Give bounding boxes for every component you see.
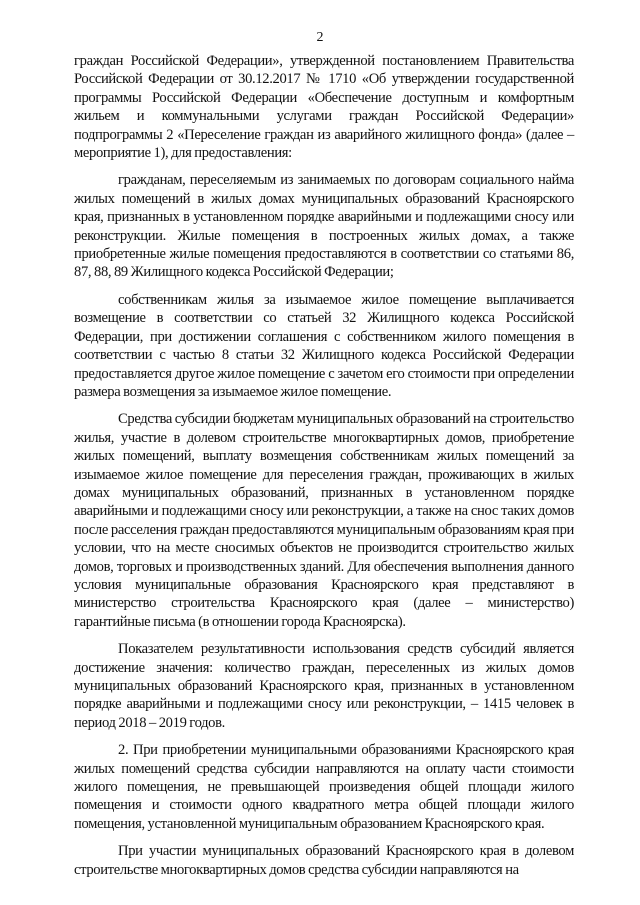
paragraph-shared-construction: При участии муниципальных образований Красноярского края в долевом строительстве многоквартирных домов средства субсидии направляются на [74, 843, 574, 878]
paragraph-purchase-rule: 2. При приобретении муниципальными образованиями Красноярского края жилых помещений средства субсидии направляются на оплату части стоимости жилого помещения, не превышающей произведения общей площади жилого помещения и стоимости одного квадратного метра общей площади жилого помещения, установленной муниципальным образованием Красноярского края. [74, 742, 574, 832]
page-number: 2 [316, 30, 324, 45]
paragraph-subsidy-conditions: Средства субсидии бюджетам муниципальных образований на строительство жилья, участие в долевом строительстве многоквартирных домов, приобретение жилых помещений, выплату возмещения собственникам жилых помещений за изымаемое жилое помещение для переселения граждан, проживающих в жилых домах муниципальных образований, признанных в установленном порядке аварийными и подлежащими сносу или реконструкции, а также на снос таких домов после расселения граждан предоставляются муниципальным образованиям края при условии, что на месте сносимых объектов не производится строительство жилых домов, торговых и производственных зданий. Для обеспечения выполнения данного условия муниципальные образования Красноярского края представляют в министерство строительства Красноярского края (далее – министерство) гарантийные письма (в отношении города Красноярска). [74, 411, 574, 630]
document-body [74, 52, 574, 879]
paragraph-program-reference: граждан Российской Федерации», утвержденной постановлением Правительства Российской Федерации от 30.12.2017 № 1710 «Об утверждении государственной программы Российской Федерации «Обеспечение доступным и комфортным жильем и коммунальными услугами граждан Российской Федерации» подпрограммы 2 «Переселение граждан из аварийного жилищного фонда» (далее – мероприятие 1), для предоставления: [74, 53, 574, 162]
paragraph-owners-compensation: собственникам жилья за изымаемое жилое помещение выплачивается возмещение в соответствии со статьей 32 Жилищного кодекса Российской Федерации, при достижении соглашения с собственником жилого помещения в соответствии с частью 8 статьи 32 Жилищного кодекса Российской Федерации предоставляется другое жилое помещение с зачетом его стоимости при определении размера возмещения за изымаемое жилое помещение. [74, 291, 574, 400]
paragraph-performance-indicator: Показателем результативности использования средств субсидий является достижение значения: количество граждан, переселенных из жилых домов муниципальных образований Красноярского края, признанных в установленном порядке аварийными и подлежащими сносу или реконструкции, – 1415 человек в период 2018 – 2019 годов. [74, 641, 574, 731]
paragraph-social-tenants: гражданам, переселяемым из занимаемых по договорам социального найма жилых помещений в жилых домах муниципальных образований Красноярского края, признанных в установленном порядке аварийными и подлежащими сносу или реконструкции. Жилые помещения в построенных жилых домах, а также приобретенные жилые помещения предоставляются в соответствии со статьями 86, 87, 88, 89 Жилищного кодекса Российской Федерации; [74, 172, 574, 281]
